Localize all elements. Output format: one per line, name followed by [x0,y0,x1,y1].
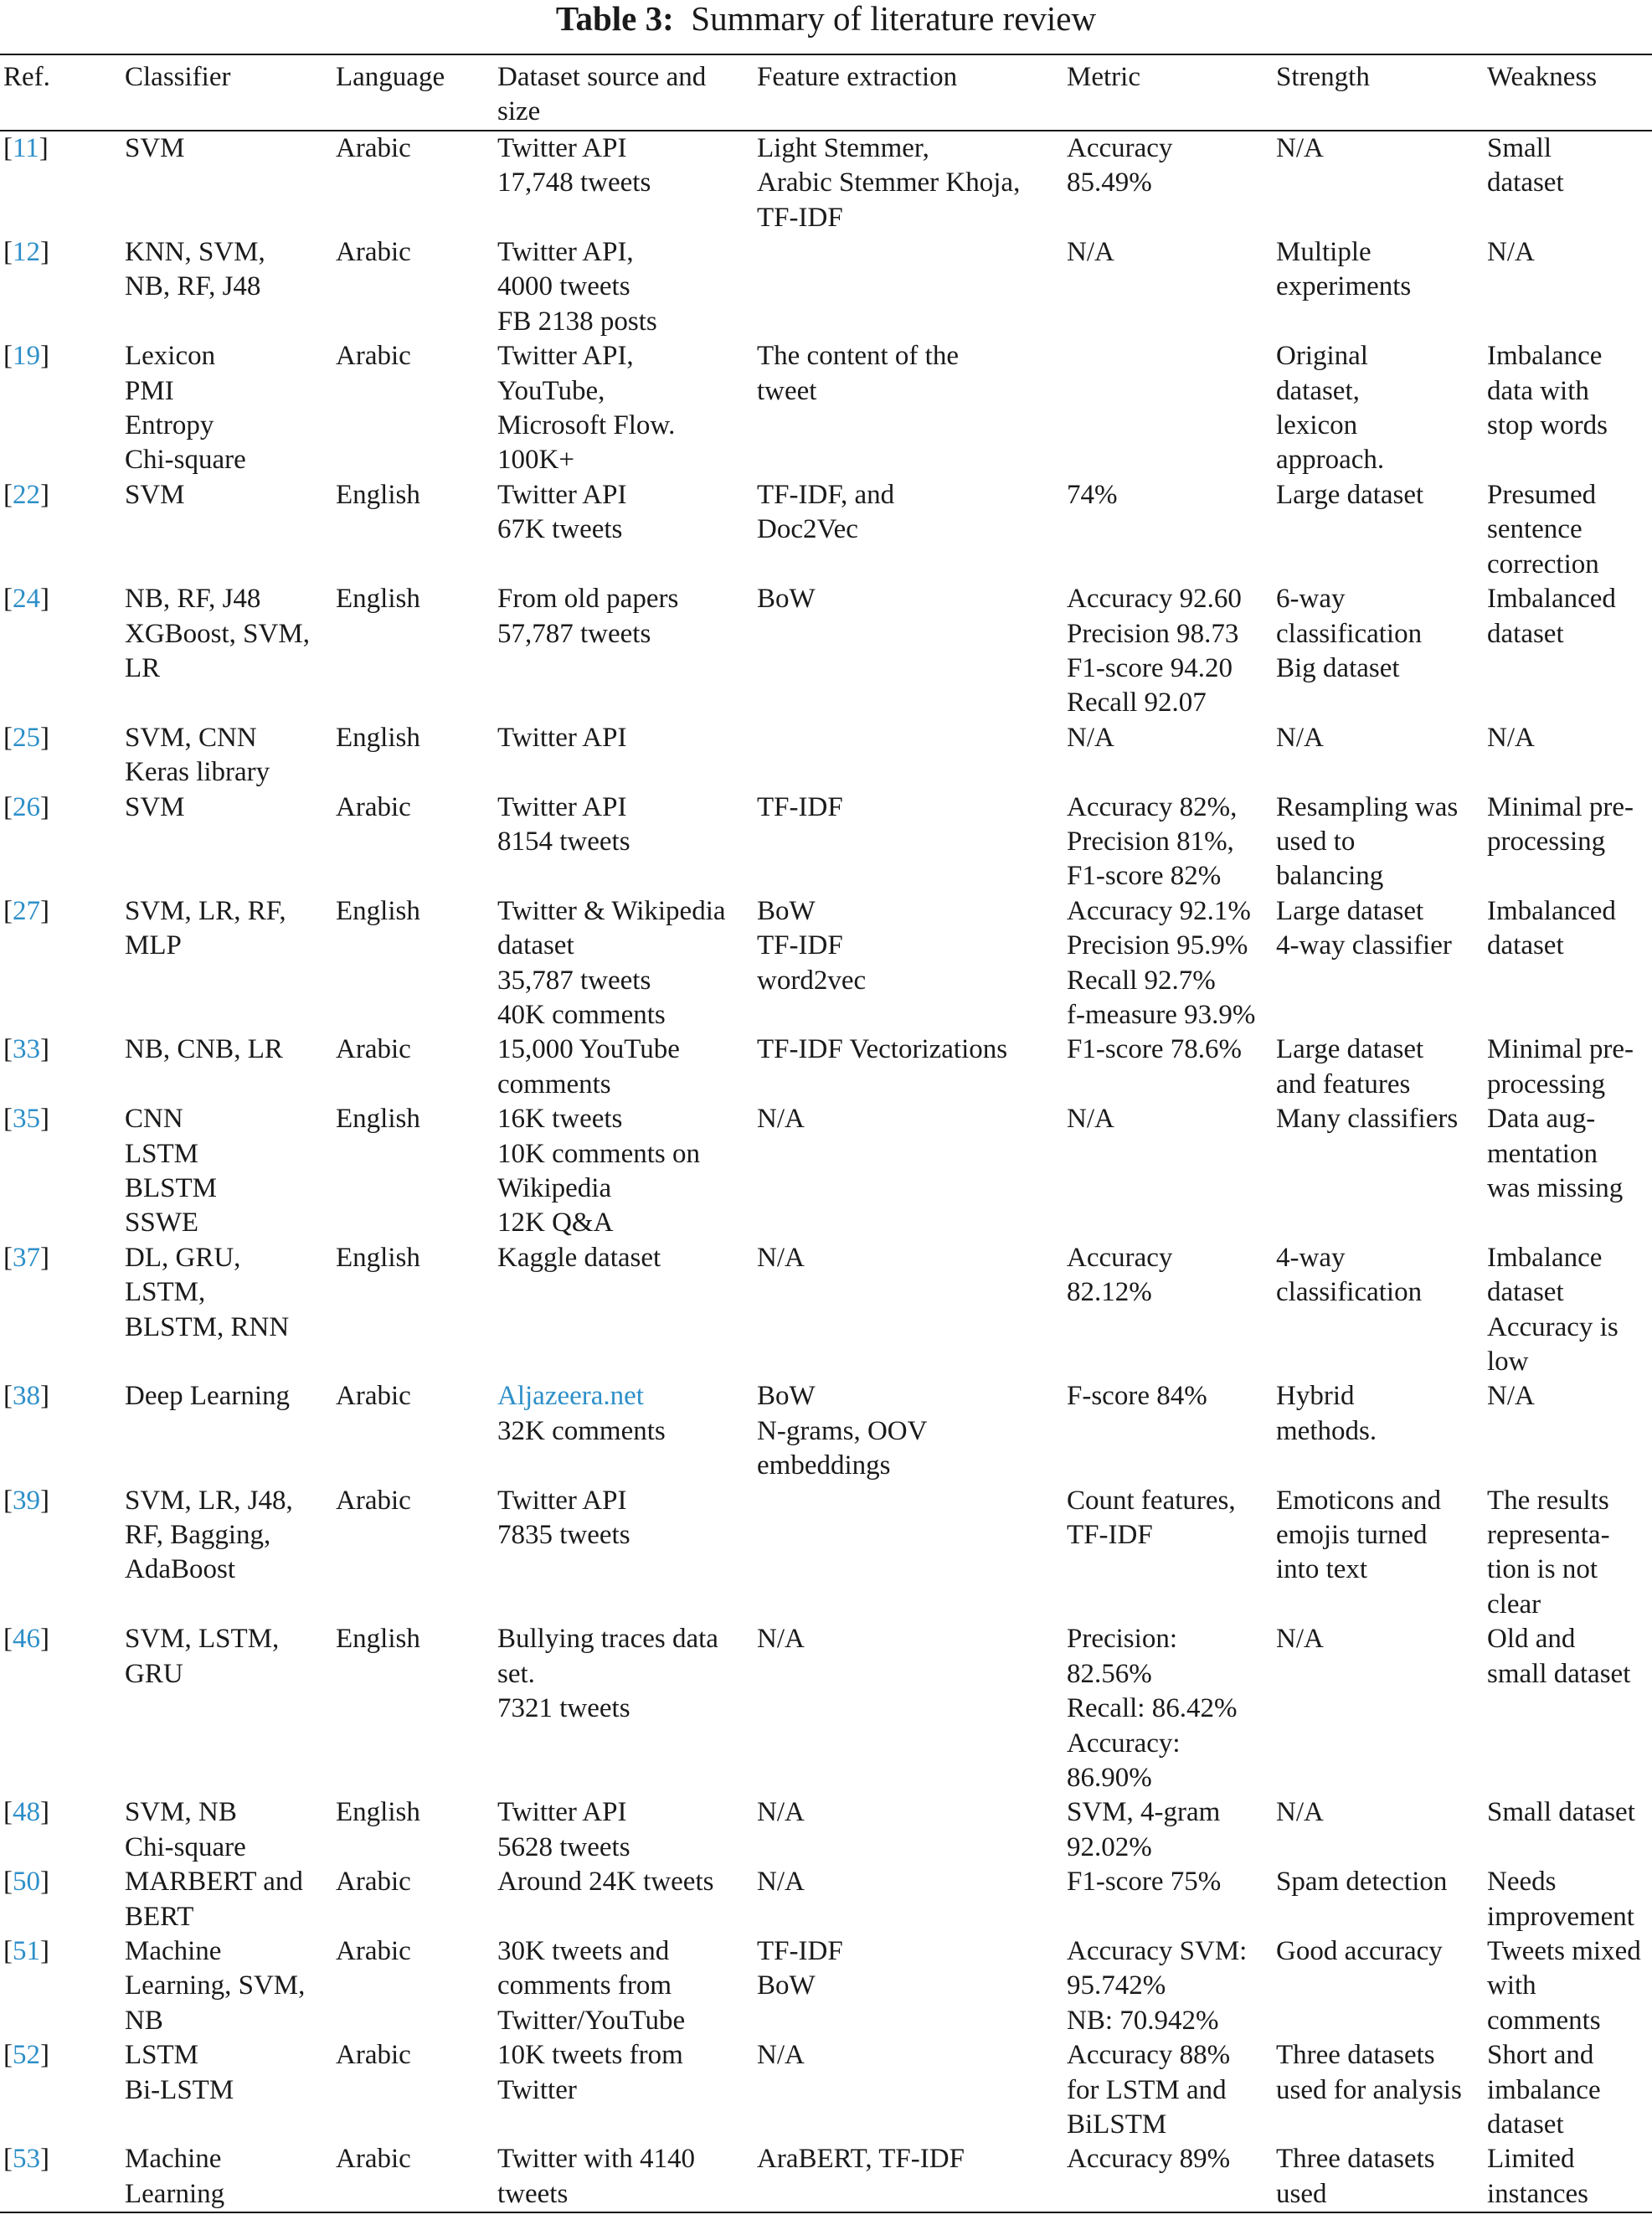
cell-classifier: SVM, CNN Keras library [125,722,270,788]
cell-dataset: Bullying traces data set. 7321 tweets [497,1624,718,1724]
table-row [0,131,1652,235]
cell-strength: Three datasets used for analysis [1276,2040,1462,2105]
cell-ref: [50] [3,1867,49,1898]
cell-dataset: Twitter API 7835 tweets [497,1485,630,1551]
cell-feature-extraction: TF-IDF [757,791,843,822]
cell-classifier: SVM [125,132,185,163]
table-row [0,1102,1652,1241]
cell-feature-extraction: BoW [757,584,816,615]
cell-feature-extraction: N/A [757,2040,805,2071]
table-row [0,721,1652,791]
citation-link[interactable]: 19 [13,341,40,372]
table-row [0,1795,1652,1865]
cell-metric: SVM, 4-gram 92.02% [1067,1797,1221,1862]
cell-strength: Emoticons and emojis turned into text [1276,1485,1442,1585]
cell-weakness: Data aug- mentation was missing [1487,1104,1624,1203]
header-feature-extraction: Feature extraction [757,62,958,92]
cell-language: English [336,895,420,926]
cell-language: English [336,479,420,510]
cell-classifier: SVM, LR, J48, RF, Bagging, AdaBoost [125,1485,293,1585]
cell-classifier: Lexicon PMI Entropy Chi-square [125,341,246,476]
cell-dataset: Twitter API, YouTube, Microsoft Flow. 100K+ [497,341,676,476]
citation-link[interactable]: 25 [13,722,40,753]
cell-classifier: Machine Learning, SVM, NB [125,1935,306,2036]
cell-weakness: Imbalance dataset Accuracy is low [1487,1242,1619,1378]
cell-strength: Resampling was used to balancing [1276,791,1459,892]
cell-classifier: NB, CNB, LR [125,1034,283,1065]
cell-language: Arabic [336,2040,411,2071]
caption-label: Table 3: [555,0,674,38]
cell-feature-extraction [754,1484,1063,1623]
cell-weakness: Small dataset [1487,132,1564,198]
header-weakness: Weakness [1487,62,1598,92]
cell-metric: Accuracy 85.49% [1067,132,1173,198]
cell-ref: [46] [3,1624,49,1655]
cell-ref: [48] [3,1797,49,1828]
cell-feature-extraction: BoW TF-IDF word2vec [757,895,867,996]
citation-link[interactable]: 12 [13,237,40,268]
table-row [0,894,1652,1033]
cell-metric: Accuracy 82.12% [1067,1242,1173,1308]
cell-language: Arabic [336,1485,411,1516]
table-row [0,2142,1652,2212]
cell-language: Arabic [336,1935,411,1966]
cell-metric: F1-score 78.6% [1067,1034,1242,1065]
cell-strength: Many classifiers [1276,1104,1459,1135]
cell-strength: Hybrid methods. [1276,1381,1377,1446]
cell-metric: Count features, TF-IDF [1067,1485,1236,1551]
cell-strength: Spam detection [1276,1867,1448,1898]
cell-strength: 6-way classification Big dataset [1276,584,1423,683]
cell-ref: [35] [3,1104,49,1135]
cell-metric: Precision: 82.56% Recall: 86.42% Accuracy: 86.90% [1067,1624,1238,1793]
cell-dataset: 16K tweets 10K comments on Wikipedia 12K Q&A [497,1104,700,1239]
citation-link[interactable]: 50 [13,1867,40,1898]
dataset-text: 32K comments [497,1415,666,1446]
citation-link[interactable]: 24 [13,584,40,615]
cell-language: English [336,1624,420,1655]
cell-dataset: Twitter API 8154 tweets [497,791,630,857]
cell-weakness: Needs improvement [1487,1867,1634,1932]
cell-dataset: 30K tweets and comments from Twitter/YouTube [497,1935,686,2036]
cell-strength: N/A [1276,722,1324,753]
cell-weakness: N/A [1487,1381,1535,1412]
cell-dataset: From old papers 57,787 tweets [497,584,679,649]
citation-link[interactable]: 22 [13,479,40,510]
table-row [0,339,1652,478]
cell-language: Arabic [336,1034,411,1065]
cell-ref: [52] [3,2040,49,2071]
cell-feature-extraction: TF-IDF Vectorizations [757,1034,1008,1065]
citation-link[interactable]: 48 [13,1797,40,1828]
cell-metric: Accuracy 89% [1067,2144,1231,2175]
cell-dataset: Kaggle dataset [497,1242,661,1273]
table-row [0,1033,1652,1102]
header-strength: Strength [1276,62,1370,92]
cell-weakness: Minimal pre- processing [1487,791,1634,857]
cell-strength: Good accuracy [1276,1935,1443,1966]
citation-link[interactable]: 53 [13,2144,40,2175]
cell-dataset: Twitter API 67K tweets [497,479,627,545]
citation-link[interactable]: 52 [13,2040,40,2071]
cell-strength: 4-way classification [1276,1242,1423,1308]
cell-language: English [336,1797,420,1828]
cell-ref: [22] [3,479,49,510]
cell-dataset: Twitter API, 4000 tweets FB 2138 posts [497,237,657,337]
cell-weakness: Old and small dataset [1487,1624,1631,1689]
cell-ref: [33] [3,1034,49,1065]
cell-strength: Original dataset, lexicon approach. [1276,341,1385,476]
header-classifier: Classifier [125,62,231,92]
cell-feature-extraction: AraBERT, TF-IDF [757,2144,965,2175]
table-body [0,131,1652,2212]
table-row [0,1622,1652,1795]
cell-ref: [25] [3,722,49,753]
cell-feature-extraction [754,235,1063,339]
header-metric: Metric [1067,62,1140,92]
cell-language: Arabic [336,1867,411,1898]
cell-metric: 74% [1067,479,1118,510]
cell-ref: [39] [3,1485,49,1516]
literature-review-table [0,54,1652,2213]
dataset-link[interactable]: Aljazeera.net [497,1381,644,1412]
cell-weakness: Tweets mixed with comments [1487,1935,1641,2036]
cell-strength: Large dataset and features [1276,1034,1424,1100]
cell-weakness: Limited instances [1487,2144,1588,2209]
citation-link[interactable]: 11 [13,132,39,163]
header-row [0,54,1652,131]
cell-classifier: DL, GRU, LSTM, BLSTM, RNN [125,1242,290,1342]
cell-dataset: 10K tweets from Twitter [497,2040,683,2105]
cell-strength: N/A [1276,1624,1324,1655]
cell-language: English [336,1242,420,1273]
cell-language: Arabic [336,2144,411,2175]
cell-ref: [11] [3,132,49,163]
cell-strength: Multiple experiments [1276,237,1412,302]
cell-dataset: Twitter API 5628 tweets [497,1797,630,1862]
cell-weakness: Short and imbalance dataset [1487,2040,1601,2140]
cell-feature-extraction: Light Stemmer, Arabic Stemmer Khoja, TF-IDF [757,132,1021,233]
cell-language: Arabic [336,132,411,163]
cell-dataset: Twitter API 17,748 tweets [497,132,651,198]
table-row [0,478,1652,582]
cell-metric: F-score 84% [1067,1381,1207,1412]
table-row [0,1934,1652,2038]
table-row [0,1379,1652,1483]
cell-feature-extraction: N/A [757,1624,805,1655]
cell-strength: Large dataset [1276,479,1424,510]
cell-strength: Three datasets used [1276,2144,1435,2209]
cell-weakness: N/A [1487,722,1535,753]
cell-ref: [38] [3,1381,49,1412]
table-row [0,1484,1652,1623]
cell-classifier: SVM [125,479,185,510]
cell-weakness: Minimal pre- processing [1487,1034,1634,1100]
cell-feature-extraction: N/A [757,1867,805,1898]
cell-language: English [336,1104,420,1135]
cell-metric [1063,339,1273,478]
citation-link[interactable]: 35 [13,1104,40,1135]
cell-classifier: SVM, LR, RF, MLP [125,895,286,961]
cell-ref: [24] [3,584,49,615]
cell-metric: Accuracy 92.1% Precision 95.9% Recall 92.7% f-measure 93.9% [1067,895,1256,1030]
table-row [0,791,1652,894]
cell-classifier: NB, RF, J48 XGBoost, SVM, LR [125,584,310,683]
cell-dataset: Twitter with 4140 tweets [497,2144,695,2209]
citation-link[interactable]: 46 [13,1624,40,1655]
table-row [0,235,1652,339]
cell-weakness: Imbalanced dataset [1487,584,1616,649]
cell-metric: N/A [1067,722,1114,753]
cell-metric: Accuracy 82%, Precision 81%, F1-score 82% [1067,791,1238,892]
table-row [0,582,1652,721]
cell-classifier: KNN, SVM, NB, RF, J48 [125,237,265,302]
cell-ref: [37] [3,1242,49,1273]
cell-weakness: The results representa- tion is not clear [1487,1485,1610,1620]
header-language: Language [336,62,445,92]
citation-link[interactable]: 27 [13,895,40,926]
cell-dataset: 15,000 YouTube comments [497,1034,680,1100]
cell-language: English [336,722,420,753]
table-caption [0,0,1652,44]
cell-weakness: N/A [1487,237,1535,268]
cell-feature-extraction: TF-IDF BoW [757,1935,843,2001]
cell-language: Arabic [336,237,411,268]
cell-feature-extraction: BoW N-grams, OOV embeddings [757,1381,928,1481]
cell-language: Arabic [336,1381,411,1412]
cell-feature-extraction: The content of the tweet [757,341,959,406]
header-ref: Ref. [3,62,50,92]
cell-language: Arabic [336,791,411,822]
citation-link[interactable]: 51 [13,1935,40,1966]
cell-strength: N/A [1276,1797,1324,1828]
cell-classifier: Deep Learning [125,1381,290,1412]
citation-link[interactable]: 33 [13,1034,40,1065]
cell-dataset: Twitter & Wikipedia dataset 35,787 tweets 40K comments [497,895,726,1030]
cell-feature-extraction: N/A [757,1104,805,1135]
cell-metric: F1-score 75% [1067,1867,1222,1898]
cell-weakness: Imbalanced dataset [1487,895,1616,961]
cell-dataset: Twitter API [497,722,627,753]
cell-ref: [12] [3,237,49,268]
cell-dataset [494,1379,754,1483]
citation-link[interactable]: 39 [13,1485,40,1516]
header-dataset: Dataset source and size [497,62,707,127]
cell-classifier: SVM [125,791,185,822]
cell-strength: N/A [1276,132,1324,163]
cell-language: Arabic [336,341,411,372]
caption-title: Summary of literature review [691,0,1097,38]
citation-link[interactable]: 37 [13,1242,40,1273]
citation-link[interactable]: 26 [13,791,40,822]
cell-ref: [26] [3,791,49,822]
cell-metric: Accuracy SVM: 95.742% NB: 70.942% [1067,1935,1248,2036]
cell-classifier: CNN LSTM BLSTM SSWE [125,1104,218,1239]
cell-weakness: Small dataset [1487,1797,1635,1828]
cell-metric: Accuracy 92.60 Precision 98.73 F1-score 94.20 Recall 92.07 [1067,584,1242,718]
table-row [0,1241,1652,1380]
cell-dataset: Around 24K tweets [497,1867,714,1898]
cell-classifier: SVM, LSTM, GRU [125,1624,280,1689]
cell-ref: [51] [3,1935,49,1966]
cell-strength: Large dataset 4-way classifier [1276,895,1452,961]
cell-language: English [336,584,420,615]
cell-weakness: Imbalance data with stop words [1487,341,1608,441]
cell-metric: N/A [1067,237,1114,268]
cell-feature-extraction [754,721,1063,791]
cell-feature-extraction: TF-IDF, and Doc2Vec [757,479,895,545]
cell-weakness: Presumed sentence correction [1487,479,1599,579]
cell-classifier: LSTM Bi-LSTM [125,2040,234,2105]
cell-feature-extraction: N/A [757,1242,805,1273]
cell-metric: Accuracy 88% for LSTM and BiLSTM [1067,2040,1231,2140]
cell-classifier: SVM, NB Chi-square [125,1797,246,1862]
table-row [0,2038,1652,2142]
cell-ref: [19] [3,341,49,372]
cell-classifier: Machine Learning [125,2144,225,2209]
citation-link[interactable]: 38 [13,1381,40,1412]
cell-classifier: MARBERT and BERT [125,1867,303,1932]
cell-feature-extraction: N/A [757,1797,805,1828]
table-row [0,1865,1652,1934]
cell-ref: [27] [3,895,49,926]
cell-metric: N/A [1067,1104,1114,1135]
cell-ref: [53] [3,2144,49,2175]
